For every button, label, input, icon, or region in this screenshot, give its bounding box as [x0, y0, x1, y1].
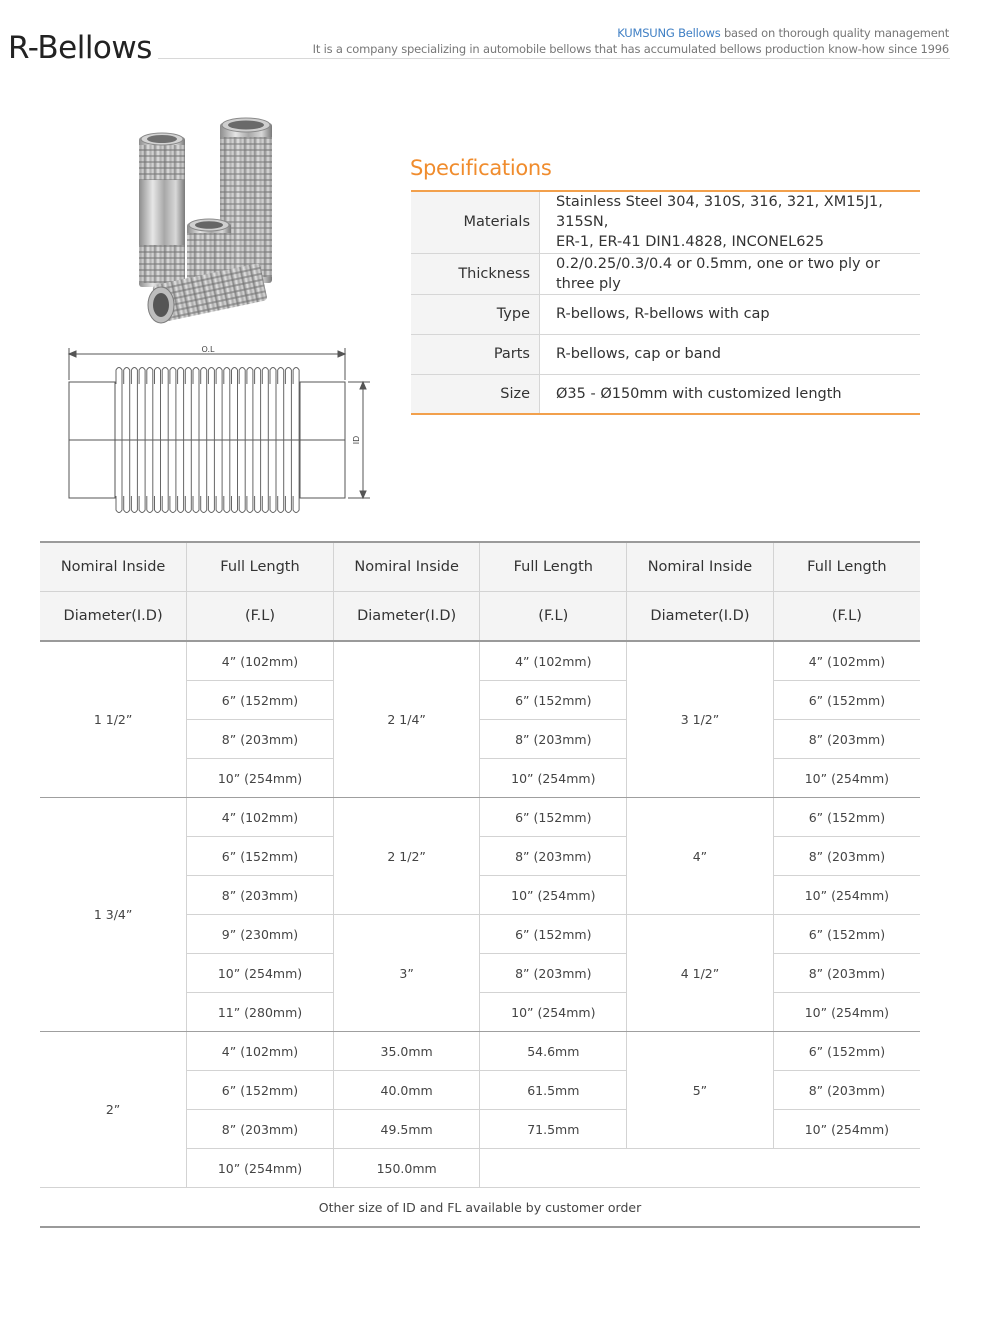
column-header: Nomiral Inside: [40, 542, 187, 592]
fl-cell: 6” (152mm): [187, 837, 334, 876]
specifications-title: Specifications: [410, 156, 552, 180]
fl-cell: 4” (102mm): [480, 641, 627, 681]
column-header: Nomiral Inside: [333, 542, 480, 592]
table-header-row: [40, 542, 920, 592]
table-footer-row: [40, 1188, 920, 1228]
spec-value: Ø35 - Ø150mm with customized length: [556, 385, 842, 402]
fl-cell: 6” (152mm): [480, 915, 627, 954]
spec-value: 0.2/0.25/0.3/0.4 or 0.5mm, one or two ply or three ply: [540, 253, 921, 294]
fl-cell: 10” (254mm): [773, 993, 920, 1032]
fl-cell: 8” (203mm): [480, 837, 627, 876]
header-divider: [158, 58, 950, 59]
spec-value: R-bellows, R-bellows with cap: [540, 294, 921, 334]
fl-cell: 10” (254mm): [773, 876, 920, 915]
id-cell: 4”: [627, 798, 774, 915]
bellows-diagram: [60, 340, 380, 520]
fl-cell: 8” (203mm): [773, 837, 920, 876]
fl-cell: 8” (203mm): [187, 1110, 334, 1149]
column-header: Full Length: [773, 542, 920, 592]
fl-cell: 6” (152mm): [480, 798, 627, 837]
fl-cell: 6” (152mm): [187, 1071, 334, 1110]
ol-label: O.L: [201, 345, 215, 354]
fl-cell: 8” (203mm): [480, 720, 627, 759]
mm-cell: 71.5mm: [480, 1110, 627, 1149]
fl-cell: 10” (254mm): [773, 759, 920, 798]
spec-value: R-bellows, cap or band: [540, 334, 921, 374]
spec-value: [540, 191, 921, 253]
spec-label: Thickness: [411, 253, 540, 294]
fl-cell: 8” (203mm): [187, 720, 334, 759]
fl-cell: 6” (152mm): [773, 681, 920, 720]
tagline-text: based on thorough quality management: [720, 26, 949, 40]
fl-cell: 10” (254mm): [480, 876, 627, 915]
fl-cell: 10” (254mm): [187, 1149, 334, 1188]
fl-cell: 10” (254mm): [480, 759, 627, 798]
id-cell: 5”: [627, 1032, 774, 1149]
mm-cell: 150.0mm: [333, 1149, 480, 1188]
column-header: Nomiral Inside: [627, 542, 774, 592]
table-row: [40, 641, 920, 681]
id-cell: 1 3/4”: [40, 798, 187, 1032]
mm-cell: 40.0mm: [333, 1071, 480, 1110]
brand-name: KUMSUNG Bellows: [617, 26, 721, 40]
spec-row-thickness: [411, 253, 920, 294]
table-row: [40, 1032, 920, 1071]
fl-cell: 6” (152mm): [773, 798, 920, 837]
fl-cell: 4” (102mm): [187, 641, 334, 681]
column-header: Full Length: [480, 542, 627, 592]
column-header: Full Length: [187, 542, 334, 592]
mm-cell: 61.5mm: [480, 1071, 627, 1110]
fl-cell: 9” (230mm): [187, 915, 334, 954]
fl-cell: 6” (152mm): [773, 1032, 920, 1071]
spec-row-materials: [411, 191, 920, 253]
fl-cell: 8” (203mm): [773, 720, 920, 759]
fl-cell: 6” (152mm): [480, 681, 627, 720]
spec-label: Type: [411, 294, 540, 334]
id-cell: 4 1/2”: [627, 915, 774, 1032]
column-header: (F.L): [773, 592, 920, 642]
table-header-row: [40, 592, 920, 642]
spec-row-parts: [411, 334, 920, 374]
fl-cell: 4” (102mm): [773, 641, 920, 681]
fl-cell: 10” (254mm): [187, 759, 334, 798]
spec-label: Materials: [411, 191, 540, 253]
spec-value-line: ER-1, ER-41 DIN1.4828, INCONEL625: [556, 234, 824, 251]
fl-cell: 10” (254mm): [187, 954, 334, 993]
column-header: (F.L): [480, 592, 627, 642]
spec-label: Parts: [411, 334, 540, 374]
table-row: [40, 798, 920, 837]
id-label: ID: [352, 435, 361, 445]
fl-cell: 4” (102mm): [187, 798, 334, 837]
table-footnote: Other size of ID and FL available by customer order: [318, 1199, 642, 1215]
mm-cell: 49.5mm: [333, 1110, 480, 1149]
id-cell: 2”: [40, 1032, 187, 1188]
id-cell: 2 1/4”: [333, 641, 480, 798]
mm-cell: 54.6mm: [480, 1032, 627, 1071]
column-header: Diameter(I.D): [627, 592, 774, 642]
spec-row-type: [411, 294, 920, 334]
company-tagline: [313, 25, 949, 57]
fl-cell: 6” (152mm): [187, 681, 334, 720]
column-header: (F.L): [187, 592, 334, 642]
empty-cell: [480, 1149, 920, 1188]
fl-cell: 6” (152mm): [773, 915, 920, 954]
fl-cell: 10” (254mm): [773, 1110, 920, 1149]
fl-cell: 8” (203mm): [773, 954, 920, 993]
fl-cell: 8” (203mm): [480, 954, 627, 993]
id-cell: 1 1/2”: [40, 641, 187, 798]
fl-cell: 11” (280mm): [187, 993, 334, 1032]
column-header: Diameter(I.D): [40, 592, 187, 642]
tagline-subtext: It is a company specializing in automobile bellows that has accumulated bellows production know-how since 1996: [312, 42, 949, 56]
id-cell: 3 1/2”: [627, 641, 774, 798]
spec-value-line: Stainless Steel 304, 310S, 316, 321, XM15J1, 315SN,: [556, 194, 883, 231]
column-header: Diameter(I.D): [333, 592, 480, 642]
id-cell: 2 1/2”: [333, 798, 480, 915]
id-cell: 3”: [333, 915, 480, 1032]
size-table: [40, 541, 920, 1228]
page-title: R-Bellows: [8, 30, 152, 66]
fl-cell: 4” (102mm): [187, 1032, 334, 1071]
mm-cell: 35.0mm: [333, 1032, 480, 1071]
specifications-table: [411, 190, 920, 415]
fl-cell: 8” (203mm): [773, 1071, 920, 1110]
fl-cell: 10” (254mm): [480, 993, 627, 1032]
spec-label: Size: [411, 374, 540, 414]
product-photo: [125, 115, 295, 330]
fl-cell: 8” (203mm): [187, 876, 334, 915]
spec-row-size: [411, 374, 920, 414]
